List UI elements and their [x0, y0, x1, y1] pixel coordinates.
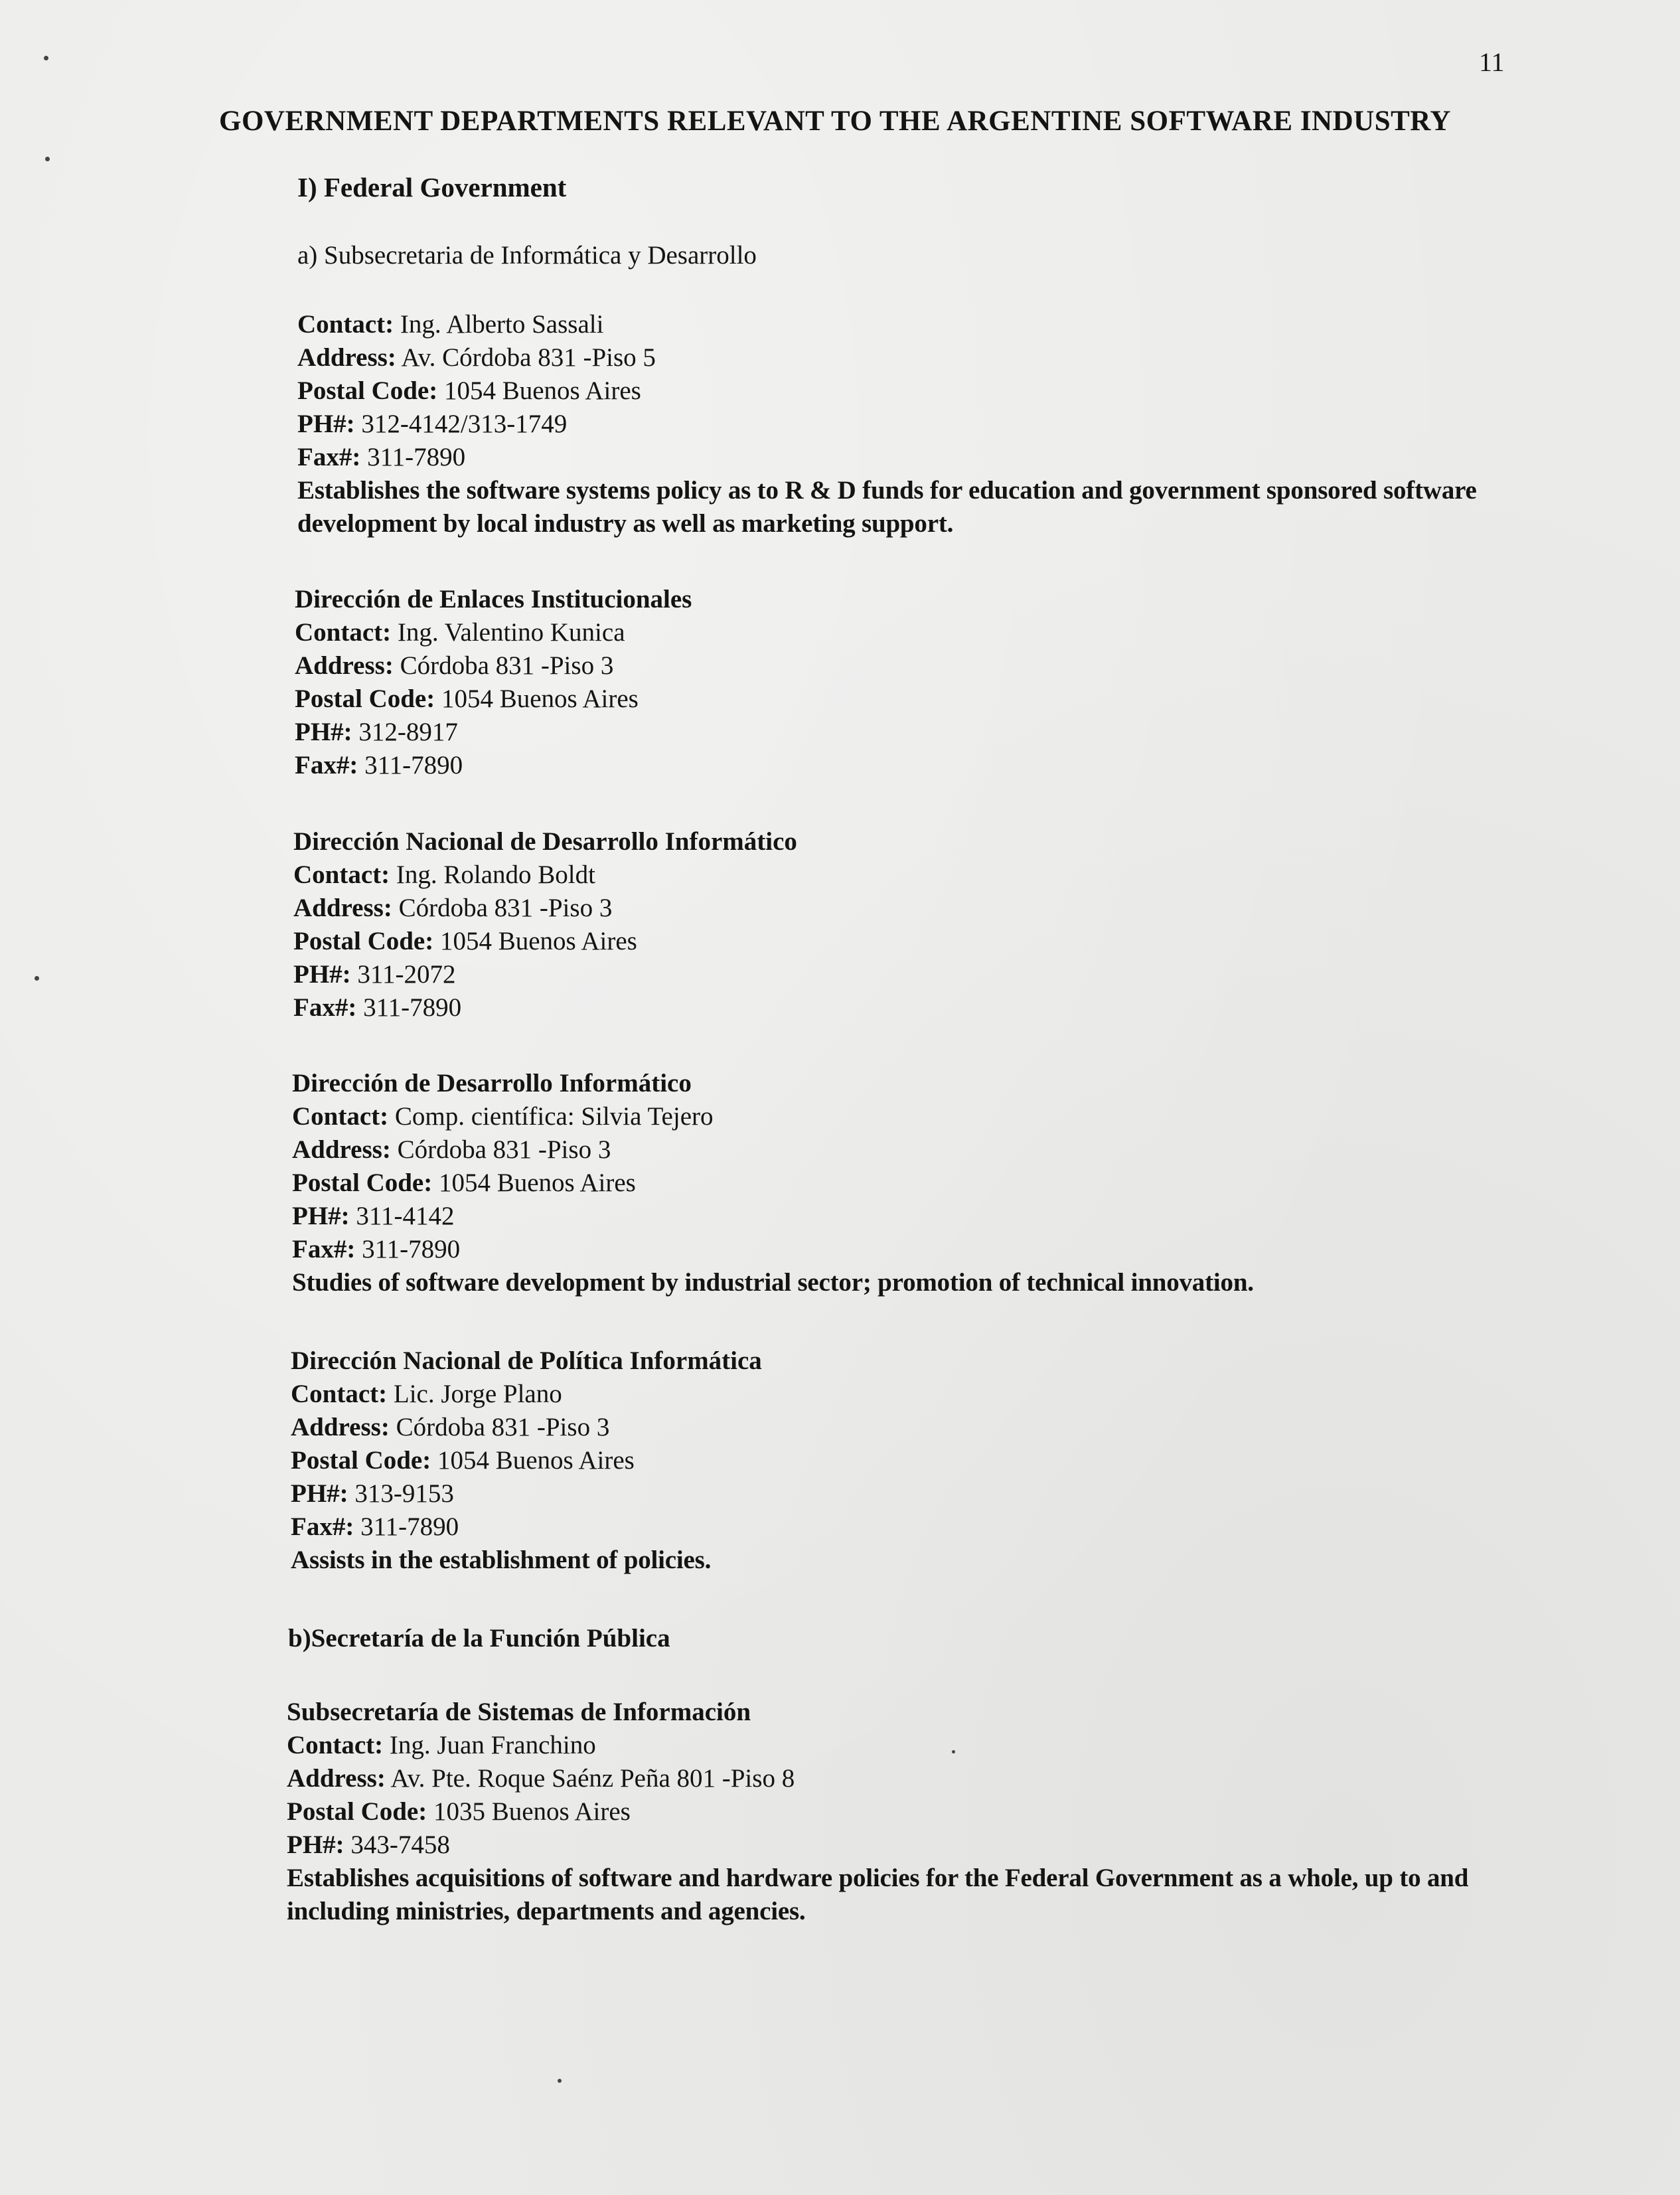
contact-label: Contact:	[292, 1102, 389, 1131]
postal-line	[297, 374, 1525, 408]
address-line	[295, 649, 1523, 683]
fax-label: Fax#:	[291, 1512, 354, 1541]
scan-speck	[44, 56, 48, 60]
postal-line	[291, 1444, 1519, 1477]
address-label: Address:	[293, 894, 392, 922]
phone-label: PH#:	[295, 718, 352, 746]
department-name: Dirección Nacional de Desarrollo Informático	[293, 827, 797, 856]
postal-line	[292, 1167, 1520, 1200]
address-label: Address:	[292, 1135, 391, 1164]
contact-value: Lic. Jorge Plano	[393, 1380, 562, 1408]
address-label: Address:	[291, 1413, 390, 1441]
postal-label: Postal Code:	[292, 1169, 433, 1197]
department-entry	[292, 1067, 1520, 1299]
phone-value: 343-7458	[350, 1830, 450, 1859]
address-label: Address:	[297, 343, 396, 372]
address-line	[291, 1411, 1519, 1444]
address-value: Córdoba 831 -Piso 3	[396, 1413, 610, 1441]
subsection-a-heading: a) Subsecretaria de Informática y Desarrollo	[297, 241, 757, 270]
fax-value: 311-7890	[360, 1512, 459, 1541]
fax-value: 311-7890	[367, 443, 466, 471]
contact-value: Ing. Valentino Kunica	[397, 618, 625, 647]
address-line	[293, 892, 1521, 925]
address-value: Córdoba 831 -Piso 3	[397, 1135, 611, 1164]
phone-value: 312-4142/313-1749	[361, 410, 568, 438]
fax-label: Fax#:	[295, 751, 358, 779]
phone-line	[297, 408, 1525, 441]
description: Assists in the establishment of policies.	[291, 1546, 712, 1574]
fax-line	[293, 991, 1521, 1024]
postal-line	[293, 925, 1521, 958]
fax-label: Fax#:	[293, 993, 357, 1022]
address-value: Av. Pte. Roque Saénz Peña 801 -Piso 8	[390, 1764, 795, 1793]
postal-line	[295, 683, 1523, 716]
postal-value: 1054 Buenos Aires	[441, 685, 639, 713]
address-value: Córdoba 831 -Piso 3	[398, 894, 613, 922]
phone-value: 313-9153	[354, 1479, 454, 1508]
phone-value: 312-8917	[358, 718, 458, 746]
fax-line	[291, 1510, 1519, 1544]
fax-line	[292, 1233, 1520, 1266]
phone-value: 311-2072	[357, 960, 456, 989]
address-line	[297, 341, 1525, 374]
contact-value: Ing. Alberto Sassali	[400, 310, 604, 339]
postal-value: 1054 Buenos Aires	[443, 376, 641, 405]
subsection-b-heading: b)Secretaría de la Función Pública	[288, 1624, 670, 1653]
phone-line	[291, 1477, 1519, 1510]
phone-label: PH#:	[297, 410, 355, 438]
department-entry	[295, 583, 1523, 782]
department-name: Dirección de Desarrollo Informático	[292, 1069, 692, 1098]
page-number: 11	[1479, 47, 1505, 77]
scan-speck	[35, 976, 39, 981]
contact-value: Ing. Juan Franchino	[389, 1731, 596, 1759]
phone-line	[295, 716, 1523, 749]
phone-line	[292, 1200, 1520, 1233]
postal-label: Postal Code:	[287, 1797, 427, 1826]
phone-label: PH#:	[291, 1479, 348, 1508]
fax-value: 311-7890	[363, 993, 462, 1022]
contact-value: Comp. científica: Silvia Tejero	[394, 1102, 714, 1131]
postal-label: Postal Code:	[293, 927, 434, 955]
phone-value: 311-4142	[356, 1202, 455, 1230]
scan-speck	[952, 1750, 955, 1753]
fax-line	[295, 749, 1523, 782]
contact-line	[295, 616, 1523, 649]
contact-label: Contact:	[295, 618, 392, 647]
department-entry	[287, 1696, 1515, 1928]
description: Studies of software development by industrial sector; promotion of technical innovation.	[292, 1268, 1254, 1297]
department-name: Dirección Nacional de Política Informática	[291, 1346, 762, 1375]
address-value: Córdoba 831 -Piso 3	[400, 651, 614, 680]
address-line	[287, 1762, 1515, 1795]
contact-line	[293, 858, 1521, 892]
scan-speck	[558, 2079, 562, 2083]
contact-label: Contact:	[293, 860, 390, 889]
fax-label: Fax#:	[297, 443, 361, 471]
contact-label: Contact:	[287, 1731, 384, 1759]
postal-label: Postal Code:	[297, 376, 438, 405]
document-title: GOVERNMENT DEPARTMENTS RELEVANT TO THE ARGENTINE SOFTWARE INDUSTRY	[219, 106, 1451, 137]
department-name: Subsecretaría de Sistemas de Información	[287, 1698, 751, 1726]
contact-value: Ing. Rolando Boldt	[396, 860, 595, 889]
address-label: Address:	[295, 651, 394, 680]
contact-label: Contact:	[297, 310, 394, 339]
description: Establishes acquisitions of software and hardware policies for the Federal Government as a whole, up to and including ministries, departments and agencies.	[287, 1864, 1469, 1925]
phone-label: PH#:	[287, 1830, 344, 1859]
postal-value: 1054 Buenos Aires	[438, 1169, 636, 1197]
phone-line	[287, 1829, 1515, 1862]
contact-line	[287, 1729, 1515, 1762]
department-entry	[297, 308, 1525, 540]
department-entry	[293, 825, 1521, 1024]
contact-line	[292, 1100, 1520, 1133]
contact-line	[291, 1378, 1519, 1411]
postal-label: Postal Code:	[295, 685, 435, 713]
fax-line	[297, 441, 1525, 474]
fax-value: 311-7890	[362, 1235, 461, 1263]
phone-line	[293, 958, 1521, 991]
contact-label: Contact:	[291, 1380, 388, 1408]
postal-line	[287, 1795, 1515, 1829]
fax-label: Fax#:	[292, 1235, 356, 1263]
department-name: Dirección de Enlaces Institucionales	[295, 585, 692, 613]
address-label: Address:	[287, 1764, 386, 1793]
section-heading: I) Federal Government	[297, 172, 567, 203]
fax-value: 311-7890	[364, 751, 463, 779]
address-value: Av. Córdoba 831 -Piso 5	[401, 343, 656, 372]
department-entry	[291, 1344, 1519, 1577]
postal-value: 1054 Buenos Aires	[439, 927, 637, 955]
phone-label: PH#:	[292, 1202, 350, 1230]
postal-value: 1054 Buenos Aires	[437, 1446, 635, 1475]
postal-label: Postal Code:	[291, 1446, 431, 1475]
contact-line	[297, 308, 1525, 341]
scan-speck	[45, 157, 50, 161]
phone-label: PH#:	[293, 960, 351, 989]
address-line	[292, 1133, 1520, 1167]
postal-value: 1035 Buenos Aires	[433, 1797, 631, 1826]
description: Establishes the software systems policy as to R & D funds for education and government sponsored software development by local industry as well as marketing support.	[297, 476, 1477, 538]
